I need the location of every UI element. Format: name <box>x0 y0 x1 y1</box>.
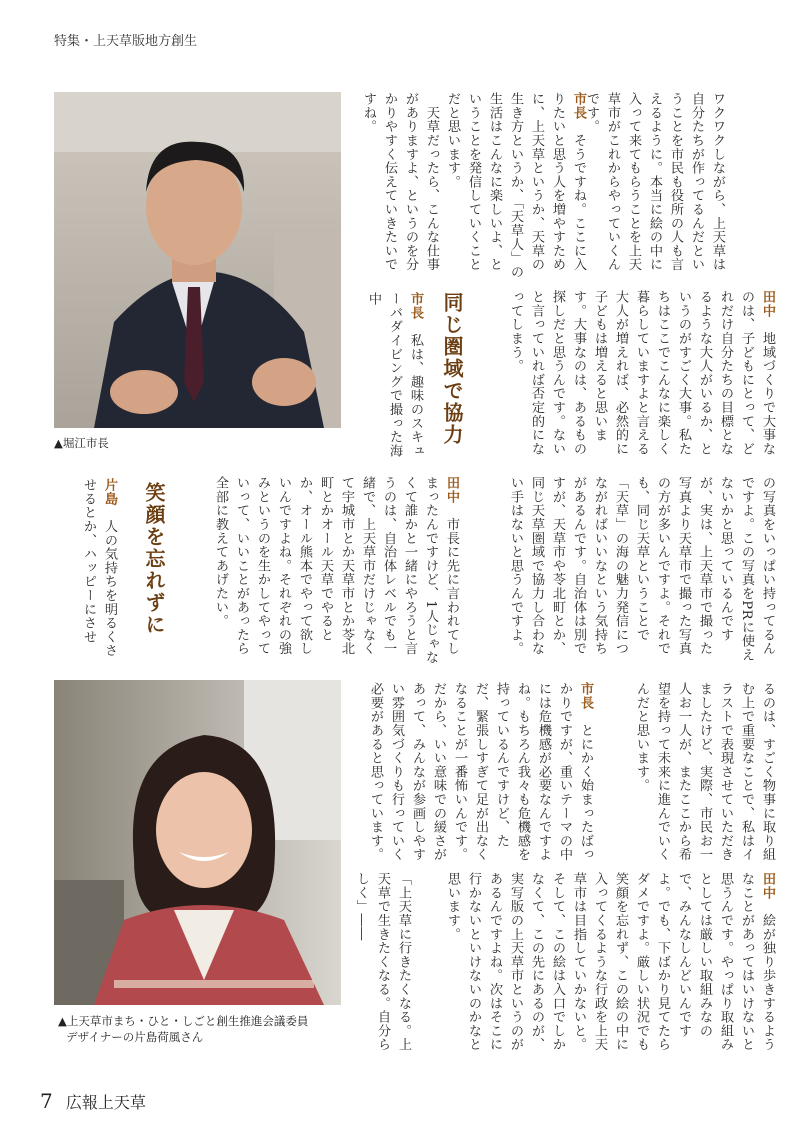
paragraph: ワクワクしながら、上天草は自分たちが作ってるんだということを市民も役所の人も言えるように。本当に絵の中に入って来てもらうことを上天草市がこれからやっていくんです。 <box>584 92 725 272</box>
text-block-11 <box>418 872 778 1062</box>
text-block-4 <box>492 290 778 462</box>
text-block-2 <box>353 92 589 282</box>
mayor-photo-image <box>54 92 341 428</box>
paragraph: の写真をいっぱい持ってるんですよ。この写真をPRに使えないかと思っているんですが、実は、上天草市で撮った写真より天草市で撮った写真の方が多いんですよ。それでも、同じ天草ということで「天草」の海の魅力発信につながればいいなという気持ちがあるんです。自治体は別ですが、天草市や苓北町とか、同じ天草圏域で協力し合わない手はないと思うんですよ。 <box>508 476 775 662</box>
paragraph: 「上天草に行きたくなる。上天草で生きたくなる。自分らしく」―― <box>354 872 411 1052</box>
paragraph <box>442 872 778 1062</box>
speaker-label: 片島 <box>102 478 117 506</box>
mayor-photo <box>54 92 341 428</box>
text-block-10 <box>354 682 596 862</box>
heading-smile: 笑顔を忘れずに <box>142 482 166 636</box>
speaker-label: 田中 <box>760 872 775 900</box>
designer-photo <box>54 680 341 1005</box>
speech-text: とにかく始まったばっかりですが、重いテーマの中には危機感が必要なんですよね。もちろん我々も危機感を持っているんですけど、ただ、緊張しすぎて足が出なくなることが一番怖いんです。だから、いい意味での緩さがあって、みんなが参画しやすい雰囲気づくりも行っていく必要があると思っています。 <box>368 682 593 862</box>
speech-text: 私は、趣味のスキューバダイビングで撮った海中 <box>366 292 423 458</box>
text-block-9 <box>600 682 778 862</box>
paragraph <box>442 92 589 282</box>
text-block-12 <box>354 872 414 1062</box>
heading-same-area: 同じ圏域で協力 <box>440 292 464 446</box>
speaker-label: 市長 <box>408 292 423 320</box>
paragraph <box>78 478 120 668</box>
speech-text: 人の気持ちを明るくさせるとか、ハッピーにさせ <box>81 478 117 658</box>
paragraph <box>365 682 596 862</box>
text-block-1 <box>584 92 728 282</box>
mayor-caption: ▲堀江市長 <box>54 436 109 450</box>
speaker-label: 市長 <box>571 92 586 120</box>
speaker-label: 田中 <box>444 476 459 504</box>
paragraph <box>358 92 442 282</box>
paragraph <box>363 292 426 464</box>
speaker-label: 田中 <box>760 290 775 318</box>
designer-photo-image <box>54 680 341 1005</box>
paragraph <box>505 290 778 462</box>
page-number: 7 <box>40 1089 53 1113</box>
text-block-7 <box>200 476 462 666</box>
text-block-6 <box>465 476 778 668</box>
speaker-label: 市長 <box>578 682 593 710</box>
section-header: 特集・上天草版地方創生 <box>54 34 198 49</box>
speech-text: 絵が独り歩きするようなことがあってはいけないと思うんです。やっぱり取組みとしては厳しい取組みなので、みんなしんどいんですよ。でも、下ばかり見てたらダメですよ。厳しい状況でも笑顔を忘れず、この絵の中に入ってくるような行政を上天草市は目指していかないと。そして、この絵は入口でしかなくて、この先にあるのが、実写版の上天草市というのがあるんですよね。次はそこに行かないといけないのかなと思います。 <box>445 872 775 1052</box>
speech-text: そうですね。ここに入りたいと思う人を増やすために、上天草というか、天草の生き方というか、「天草人」の生活はこんなに楽しいよ、ということを発信していくことだと思います。 <box>445 92 586 279</box>
page-footer <box>40 1089 146 1113</box>
designer-caption-line1: ▲上天草市まち・ひと・しごと創生推進会議委員 <box>58 1014 309 1028</box>
paragraph <box>210 476 462 666</box>
publication-name: 広報上天草 <box>65 1093 146 1112</box>
speech-text: 市長に先に言われてしまったんですけど、1人じゃなくて誰かと一緒にやろうと言うのは、自治体レベルでも一緒で、上天草市だけじゃなくて宇城市とか天草市とか苓北町とかオール天草でやるとか、オール熊本でやって欲しいんですよね。それぞれの強みというのを生かしてやっていって、いいことがあったら全部に教えてあげたい。 <box>213 476 459 665</box>
text-block-8 <box>60 478 120 668</box>
speech-text: 地域づくりで大事なのは、子どもにとって、どれだけ自分たちの目標となるような大人がいるか、というのがすごく大事。私たちはここでこんなに楽しく暮らしていますよと言える大人が増えれば、必然的に子どもは増えると思います。大事なのは、あるもの探しだと思うんです。ないと言っていれば否定的になってしまう。 <box>508 290 775 456</box>
speech-text: 天草だったら、こんな仕事がありますよ、というのを分かりやすく伝えていきたいですね。 <box>361 92 439 272</box>
text-block-5 <box>356 292 426 464</box>
designer-caption-line2: デザイナーの片島荷風さん <box>66 1030 204 1044</box>
paragraph: るのは、すごく物事に取り組む上で重要なことで、私はイラストで表現させていただきましたけど、実際、市民お一人お一人が、またここから希望を持って未来に進んでいくんだと思います。 <box>634 682 775 862</box>
